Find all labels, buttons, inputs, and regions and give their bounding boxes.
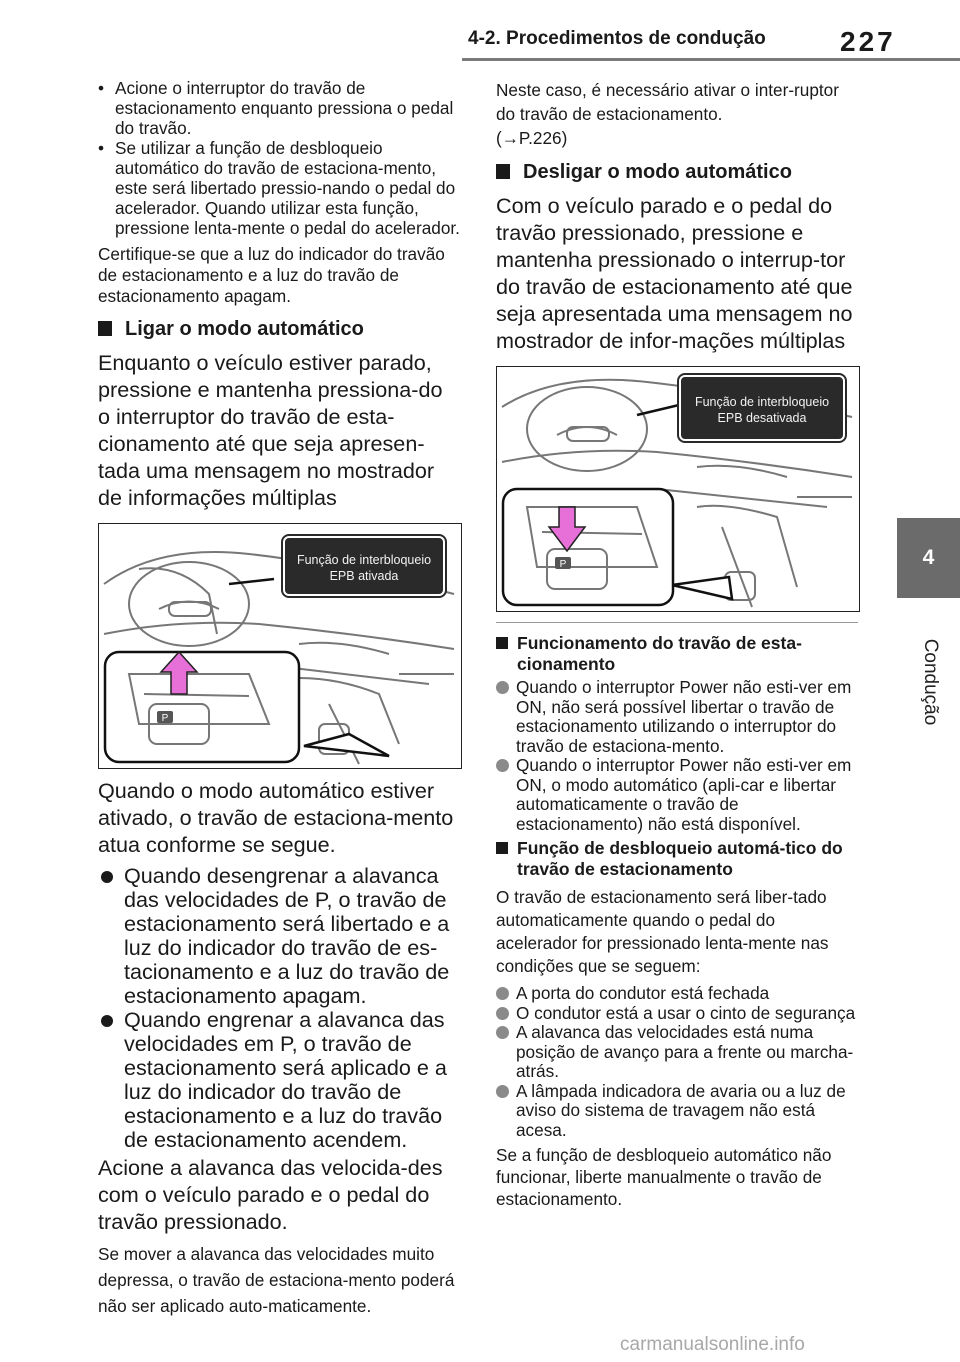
bullet-dot-icon: [496, 759, 509, 772]
square-bullet-icon: [496, 637, 508, 649]
disable-instructions: Com o veículo parado e o pedal do travão pressionado, pressione e mantenha pressionado o interrup-tor do travão de estacionamento até que seja apresentada uma mensagem no mostrador de infor-mações múltiplas: [496, 193, 853, 353]
bullet-marker: •: [98, 78, 105, 98]
auto-release-outro: Se a função de desbloqueio automático não funcionar, liberte manualmente o travão de estacionamento.: [496, 1145, 832, 1209]
auto-behaviour-list: [98, 864, 460, 1152]
operation-item: [496, 678, 858, 756]
callout-line: EPB ativada: [329, 569, 399, 583]
left-column: [98, 78, 460, 1325]
heading-enable-auto: [98, 317, 460, 341]
heading-disable-auto: [496, 160, 858, 184]
chapter-label: [900, 612, 960, 752]
tip-text: Acione o interruptor do travão de estacionamento enquanto pressiona o pedal do travão.: [115, 78, 454, 138]
figure-epb-enabled: [98, 523, 462, 769]
callout-epb-enabled: [283, 536, 445, 596]
tip-item: [98, 78, 460, 138]
tip-list: [98, 78, 460, 238]
bullet-dot-icon: [496, 1085, 509, 1098]
item-text: A alavanca das velocidades está numa posição de avanço para a frente ou marcha-atrás.: [516, 1022, 854, 1081]
operate-instruction: Acione a alavanca das velocida-des com o veículo parado e o pedal do travão pressionado.: [98, 1155, 443, 1234]
operation-item: [496, 756, 858, 834]
callout-epb-disabled: [679, 375, 845, 441]
condition-item: [496, 984, 858, 1004]
page-number: 227: [840, 26, 896, 57]
auto-behaviour-item: [98, 864, 460, 1008]
bullet-dot-icon: [496, 987, 509, 1000]
section-divider: [496, 622, 858, 623]
square-bullet-icon: [98, 321, 112, 336]
warning-note: Se mover a alavanca das velocidades muito depressa, o travão de estaciona-mento poderá não ser aplicado auto-maticamente.: [98, 1244, 455, 1316]
chapter-tab[interactable]: 4: [897, 518, 960, 598]
square-bullet-icon: [496, 164, 510, 179]
watermark: carmanualsonline.info: [620, 1334, 805, 1355]
item-text: Quando engrenar a alavanca das velocidades em P, o travão de estacionamento será aplicado e a luz do indicador do travão de estacionamento e a luz do travão de estacionamento acendem.: [124, 1007, 447, 1152]
callout-line: Função de interbloqueio: [296, 553, 432, 567]
item-text: A porta do condutor está fechada: [516, 983, 770, 1003]
chapter-label-text: Condução: [920, 638, 941, 726]
heading-text: Função de desbloqueio automá-tico do travão de estacionamento: [517, 838, 843, 879]
item-text: Quando desengrenar a alavanca das velocidades de P, o travão de estacionamento será libertado e a luz do indicador do travão de es-tacionamento e a luz do travão de estacionamento apagam.: [124, 863, 450, 1008]
bullet-dot-icon: [101, 871, 113, 883]
item-text: O condutor está a usar o cinto de segurança: [516, 1002, 856, 1023]
enable-instructions: Enquanto o veículo estiver parado, pressione e mantenha pressiona-do o interruptor do travão de esta-cionamento até que seja apresen-tada uma mensagem no mostrador de informações múltiplas: [98, 350, 443, 510]
condition-item: [496, 1082, 858, 1141]
tip-item: [98, 138, 460, 238]
square-bullet-icon: [496, 842, 508, 854]
bullet-dot-icon: [496, 1026, 509, 1039]
conditions-list: [496, 984, 858, 1140]
bullet-dot-icon: [496, 1007, 509, 1020]
condition-item: [496, 1023, 858, 1082]
auto-release-intro: O travão de estacionamento será liber-tado automaticamente quando o pedal do acelerador for pressionado lenta-mente nas condições que se seguem:: [496, 887, 829, 976]
figure-epb-disabled: [496, 366, 860, 612]
parking-p-icon: P: [559, 559, 567, 570]
bullet-dot-icon: [101, 1015, 113, 1027]
heading-text: Desligar o modo automático: [523, 161, 792, 183]
page-reference[interactable]: (→P.226): [496, 128, 568, 148]
parking-p-icon: P: [161, 713, 169, 724]
item-text: Quando o interruptor Power não esti-ver em ON, o modo automático (apli-car e libertar automaticamente o travão de estacionamento) não está disponível.: [516, 755, 852, 834]
auto-behaviour-item: [98, 1008, 460, 1152]
item-text: Quando o interruptor Power não esti-ver em ON, não será possível libertar o travão de estacionamento utilizando o interruptor do travão de estaciona-mento.: [516, 677, 852, 756]
heading-text: Ligar o modo automático: [125, 318, 364, 340]
auto-behaviour-intro: Quando o modo automático estiver ativado, o travão de estaciona-mento atua conforme se segue.: [98, 778, 454, 857]
callout-line: Função de interbloqueio: [694, 395, 830, 409]
heading-auto-release: [496, 838, 858, 880]
item-text: A lâmpada indicadora de avaria ou a luz de aviso do sistema de travagem não está acesa.: [516, 1080, 846, 1140]
callout-line: EPB desativada: [717, 411, 807, 425]
heading-text: Funcionamento do travão de esta-cionamento: [517, 633, 802, 674]
heading-parking-brake-operation: [496, 633, 858, 675]
right-column: [496, 78, 858, 1216]
section-title: 4-2. Procedimentos de condução: [468, 28, 766, 49]
intro-note: Neste caso, é necessário ativar o inter-ruptor do travão de estacionamento.: [496, 80, 839, 124]
indicator-note: Certifique-se que a luz do indicador do travão de estacionamento e a luz do travão de estacionamento apagam.: [98, 244, 445, 306]
header-rule: [462, 58, 960, 61]
bullet-marker: •: [98, 138, 105, 158]
tip-text: Se utilizar a função de desbloqueio automático do travão de estaciona-mento, este será libertado pressio-nando o pedal do acelerador. Quando utilizar esta função, pressione lenta-mente o pedal do acelerador.: [115, 138, 460, 238]
condition-item: [496, 1004, 858, 1024]
bullet-dot-icon: [496, 681, 509, 694]
operation-list: [496, 678, 858, 834]
